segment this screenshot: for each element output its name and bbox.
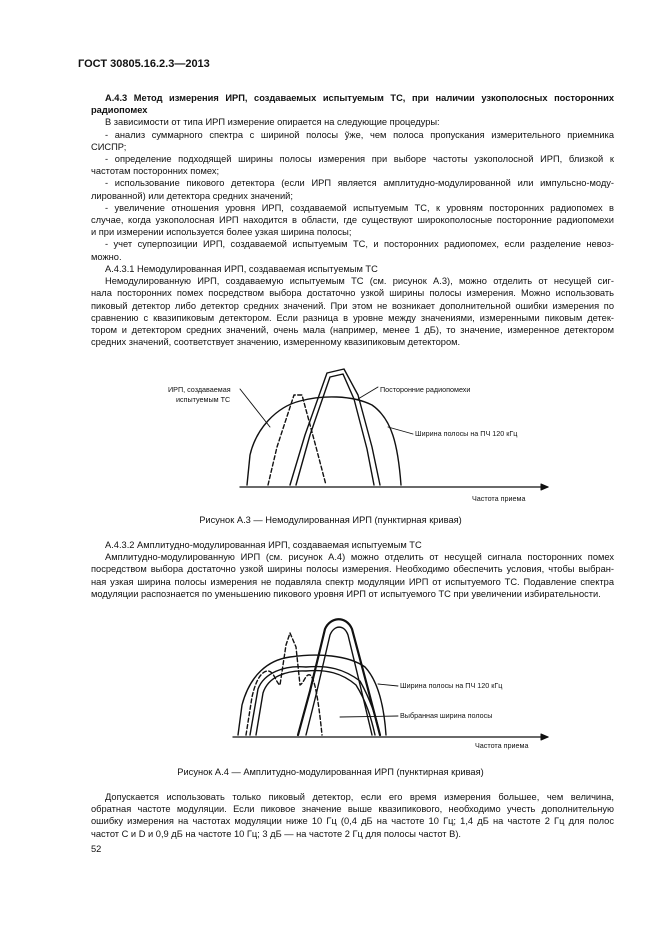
text-line: - учет суперпозиции ИРП, создаваемой испытуемым ТС, и посторонних радиопомех, если разделение невоз-	[105, 239, 614, 250]
text-line: модуляции распознается по уменьшению пикового уровня ИРП от испытуемого ТС при увеличении избирательности.	[91, 588, 601, 599]
figure-a4	[0, 605, 661, 755]
section-a43	[91, 92, 614, 263]
text-line: нала посторонних помех посредством выбора достаточно узкой ширины полосы измерения. Можно использовать	[91, 288, 614, 299]
text-line: случае, когда узкополосная ИРП находится в области, где существуют широкополосные посторонние радиопомехи	[91, 215, 614, 226]
axis-arrow	[541, 484, 548, 490]
subsection-title: А.4.3.1 Немодулированная ИРП, создаваемая испытуемым ТС	[105, 264, 378, 274]
figure-a4-caption: Рисунок А.4 — Амплитудно-модулированная ИРП (пунктирная кривая)	[177, 767, 484, 777]
irp-dashed-curve	[268, 395, 326, 485]
text-line: ная узкая ширина полосы измерения не подавляла спектр модуляции ИРП от испытуемого ТС. Подавление спектра	[91, 576, 614, 587]
text-line: сравнению с квазипиковым детектором. Если разница в уровне между значениями, измеренными пиковым детек-	[91, 312, 614, 323]
text-line: можно.	[91, 251, 122, 262]
figure-a3	[0, 355, 661, 505]
leader-line	[378, 684, 398, 686]
label-foreign-noise: Посторонние радиопомехи	[380, 385, 471, 394]
text-line: В зависимости от типа ИРП измерение опирается на следующие процедуры:	[105, 117, 440, 128]
axis-label: Частота приема	[472, 494, 526, 503]
leader-line	[358, 387, 378, 399]
section-a431	[91, 263, 614, 348]
text-line: - анализ суммарного спектра с шириной полосы ỹже, чем полоса пропускания измерительного приемника	[105, 129, 614, 140]
text-line: средних значений, соответствует значению, измеренному квазипиковым детектором.	[91, 337, 461, 348]
subsection-title: А.4.3.2 Амплитудно-модулированная ИРП, создаваемая испытуемым ТС	[105, 540, 422, 550]
label-irp-line2: испытуемым ТС	[176, 395, 231, 404]
section-title-line: радиопомех	[91, 105, 148, 116]
label-bandwidth: Ширина полосы на ПЧ 120 кГц	[415, 429, 518, 438]
text-line: частотам посторонних помех;	[91, 166, 220, 177]
bandwidth-filter-curve-inner	[256, 671, 375, 735]
label-selected-bandwidth: Выбранная ширина полосы	[400, 711, 493, 720]
text-line: ошибку измерения на частотах модуляции ниже 10 Гц (0,4 дБ на частоте 10 Гц; 1,4 дБ на частоте 2 Гц для полос	[91, 816, 614, 827]
axis-label: Частота приема	[475, 741, 529, 750]
text-line: посредством выбора достаточно узкой ширины полосы измерения. Необходимо обеспечить условия, чтобы выбран-	[91, 564, 614, 575]
text-line: пиковый детектор либо детектор средних значений. При этом не возникает дополнительной ошибки измерения по	[91, 300, 614, 311]
bandwidth-filter-curve-outer	[290, 369, 380, 485]
text-line: тором и детектором средних значений, очень мала (например, менее 1 дБ), то значение, измеренное детектором	[91, 325, 614, 336]
text-line: СИСПР;	[91, 141, 127, 152]
leader-line	[240, 389, 270, 427]
closing-paragraph	[91, 791, 614, 840]
document-header: ГОСТ 30805.16.2.3—2013	[78, 58, 210, 70]
section-a432	[91, 539, 614, 600]
text-line: обратная частоте модуляции. Если пиковое значение выше квазипикового, необходимо учесть дополнительную	[91, 804, 614, 815]
page-number: 52	[91, 844, 102, 854]
figure-a3-caption: Рисунок А.3 — Немодулированная ИРП (пунктирная кривая)	[199, 515, 462, 525]
text-line: - увеличение отношения уровня ИРП, создаваемой испытуемым ТС, к уровням посторонних радиопомех в	[105, 202, 614, 213]
section-title-line: А.4.3 Метод измерения ИРП, создаваемых испытуемым ТС, при наличии узкополосных посторонних	[105, 93, 614, 103]
text-line: и при измерении используется более узкая ширина полосы;	[91, 227, 352, 238]
selected-bandwidth-inner	[306, 627, 372, 735]
text-line: Немодулированную ИРП, создаваемую испытуемым ТС (см. рисунок А.3), можно отделить от несущей сиг-	[105, 276, 614, 287]
text-line: Амплитудно-модулированную ИРП (см. рисунок А.4) можно отделить от несущей сигнала посторонних помех	[105, 552, 614, 563]
text-line: Допускается использовать только пиковый детектор, если его время измерения большее, чем величина,	[105, 792, 614, 802]
bandwidth-filter-curve-inner	[296, 374, 374, 485]
text-line: частот С и D и 0,9 дБ на частоте 10 Гц; 3 дБ — на частоте 2 Гц для полосы частот В).	[91, 828, 462, 839]
text-line: лированной) или детектора средних значений;	[91, 190, 293, 201]
axis-arrow	[541, 734, 548, 740]
label-bandwidth: Ширина полосы на ПЧ 120 кГц	[400, 681, 503, 690]
text-line: - определение подходящей ширины полосы измерения при выборе частоты узкополосной ИРП, близкой к	[105, 154, 614, 165]
text-line: - использование пикового детектора (если ИРП является амплитудно-модулированной или импульсно-моду-	[105, 178, 614, 189]
label-irp-line1: ИРП, создаваемая	[168, 385, 231, 394]
leader-line	[340, 716, 398, 717]
